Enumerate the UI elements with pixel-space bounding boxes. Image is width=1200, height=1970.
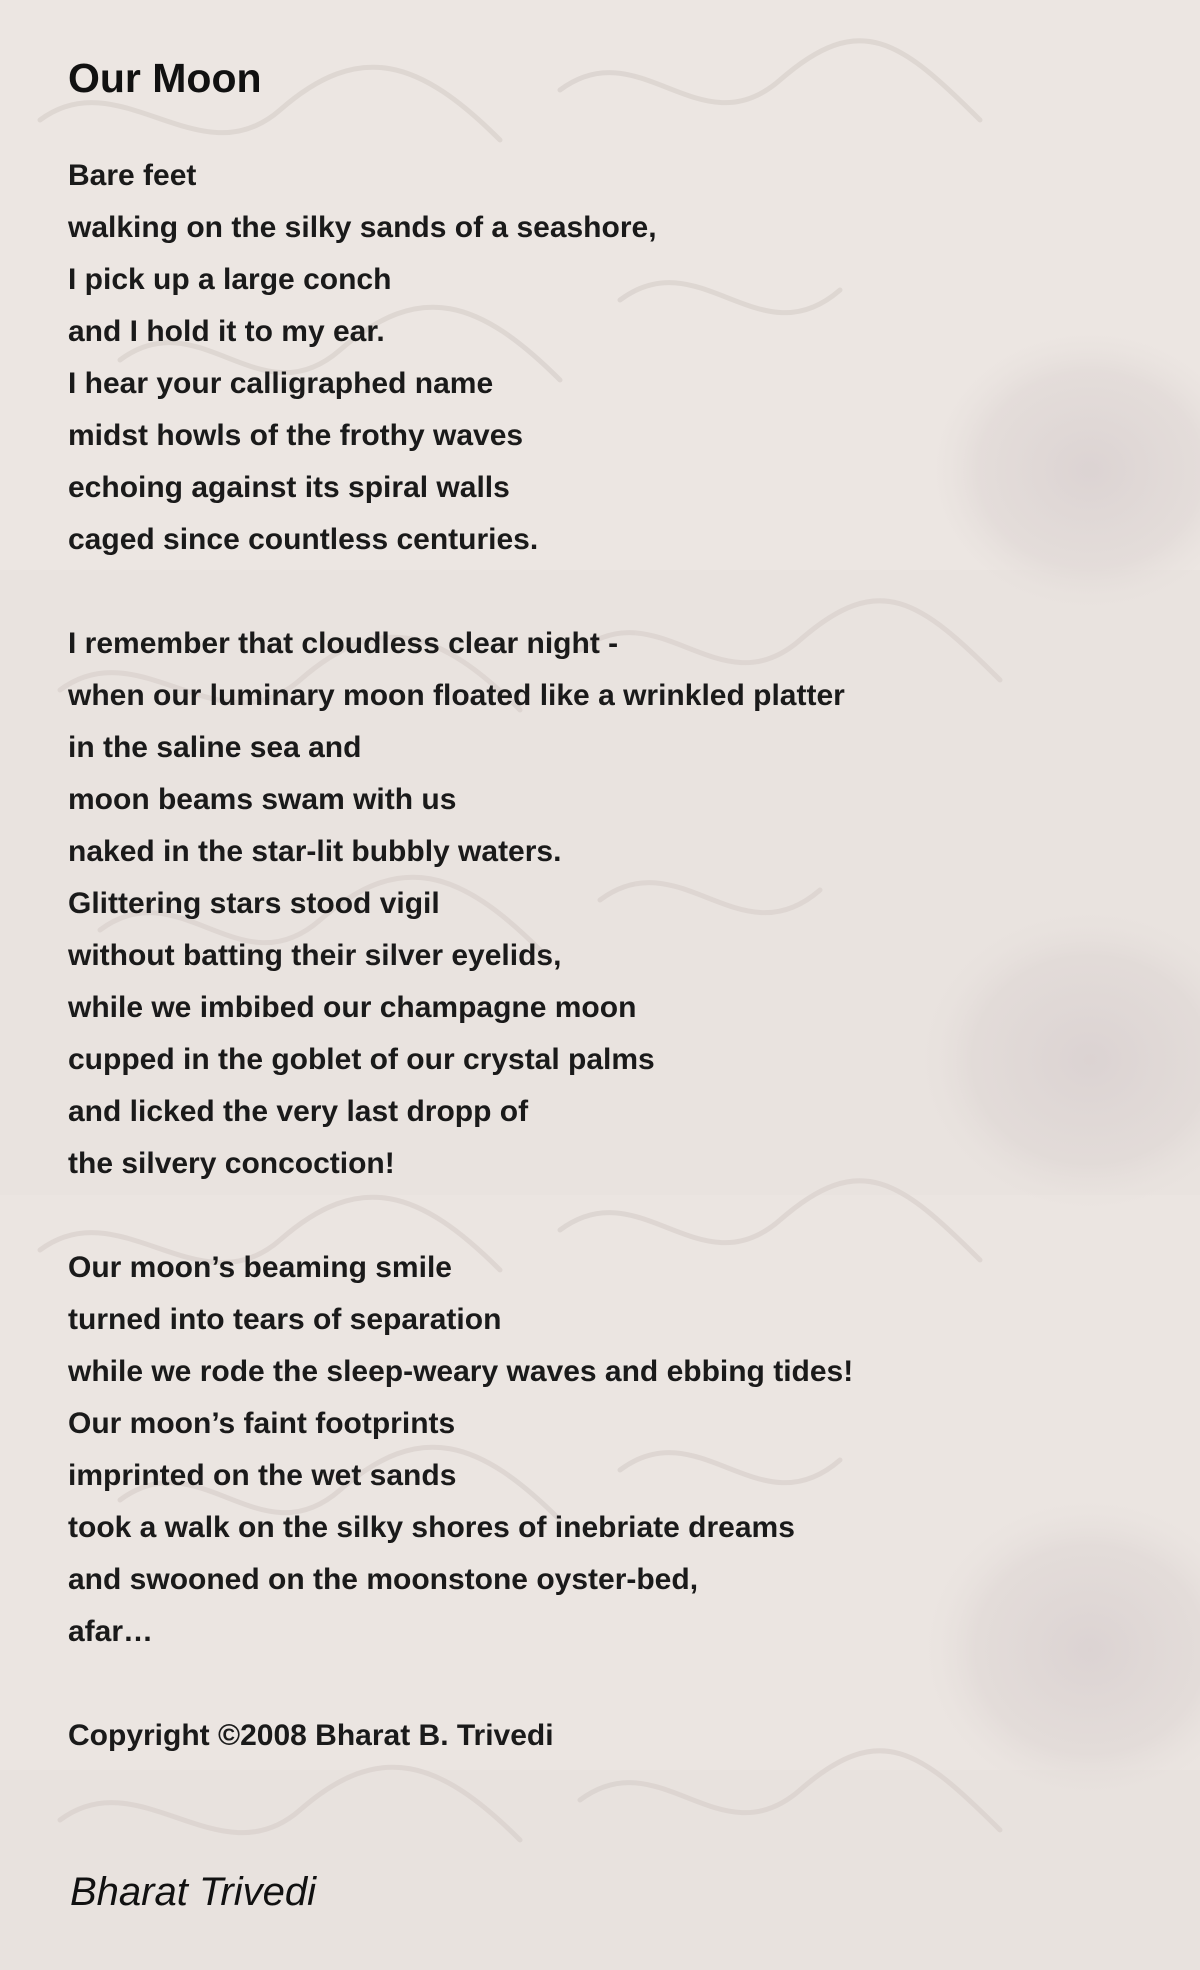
poem-line: midst howls of the frothy waves: [68, 419, 524, 452]
poem-line: imprinted on the wet sands: [68, 1459, 457, 1492]
poem-line: echoing against its spiral walls: [68, 471, 510, 504]
poem-line: took a walk on the silky shores of inebriate dreams: [68, 1511, 795, 1544]
poem-line: turned into tears of separation: [68, 1303, 502, 1336]
copyright-notice: Copyright ©2008 Bharat B. Trivedi: [68, 1719, 554, 1752]
poem-line: I pick up a large conch: [68, 263, 392, 296]
poem-line: without batting their silver eyelids,: [68, 939, 562, 972]
stanza-3: [68, 1242, 1148, 1658]
poem-line: Bare feet: [68, 159, 197, 192]
poem-line: I remember that cloudless clear night -: [68, 627, 619, 660]
poem-line: Our moon’s faint footprints: [68, 1407, 456, 1440]
poem-line: Glittering stars stood vigil: [68, 887, 440, 920]
poem-line: Our moon’s beaming smile: [68, 1251, 452, 1284]
poem-line: and I hold it to my ear.: [68, 315, 385, 348]
poem-line: walking on the silky sands of a seashore,: [68, 211, 657, 244]
poem-line: and swooned on the moonstone oyster-bed,: [68, 1563, 699, 1596]
stanza-2: [68, 618, 1148, 1190]
poem-line: while we imbibed our champagne moon: [68, 991, 637, 1024]
stanza-1: [68, 150, 1148, 566]
poem-line: and licked the very last dropp of: [68, 1095, 529, 1128]
poem-line: moon beams swam with us: [68, 783, 457, 816]
poem-line: in the saline sea and: [68, 731, 362, 764]
poem-line: I hear your calligraphed name: [68, 367, 494, 400]
poem-body: [68, 150, 1148, 1762]
poem-line: the silvery concoction!: [68, 1147, 395, 1180]
poem-line: while we rode the sleep-weary waves and ebbing tides!: [68, 1355, 854, 1388]
poem-title: Our Moon: [68, 55, 262, 101]
poem-line: cupped in the goblet of our crystal palms: [68, 1043, 655, 1076]
poem-line: afar…: [68, 1615, 154, 1648]
poem-line: caged since countless centuries.: [68, 523, 539, 556]
poem-line: naked in the star-lit bubbly waters.: [68, 835, 562, 868]
author-name: Bharat Trivedi: [70, 1870, 317, 1914]
poem-line: when our luminary moon floated like a wrinkled platter: [68, 679, 845, 712]
